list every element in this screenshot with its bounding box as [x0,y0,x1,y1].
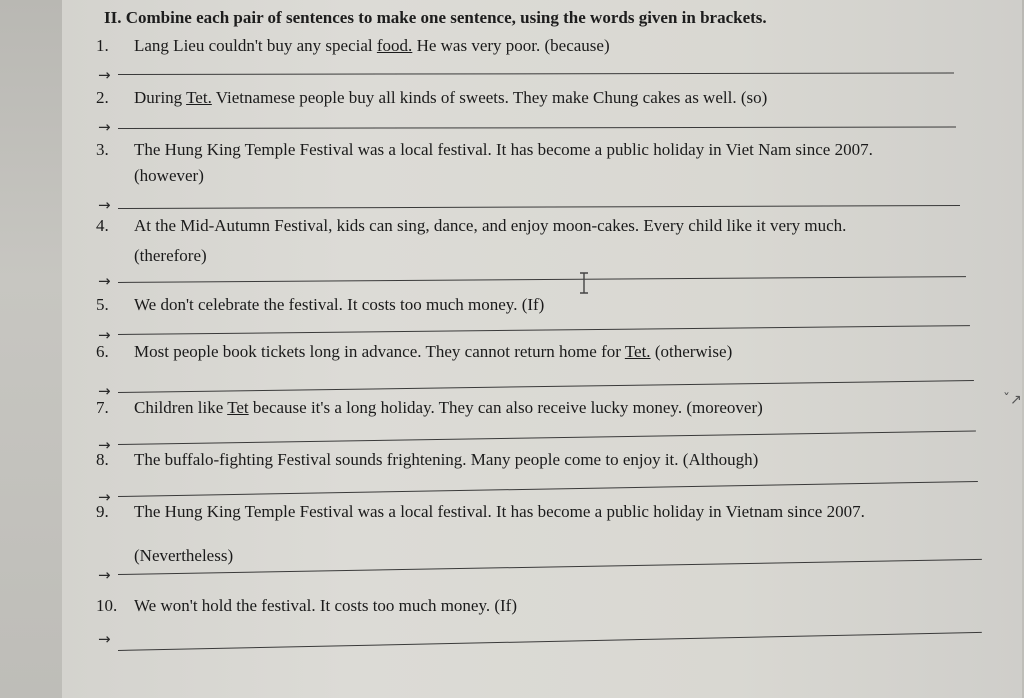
question-text-part: We don't celebrate the festival. It costs too much money. (If) [134,295,545,314]
question-text-part: because it's a long holiday. They can also receive lucky money. (moreover) [248,398,763,417]
question-text-part: The Hung King Temple Festival was a local festival. It has become a public holiday in Vietnam since 2007. [134,502,865,521]
question-text [134,502,865,522]
question-number: 2. [96,88,109,107]
question-text [134,398,763,418]
answer-arrow-icon: → [98,566,111,584]
question-text-part: Lang Lieu couldn't buy any special [134,36,377,55]
question-number: 8. [96,450,109,469]
underlined-word: food. [376,36,413,55]
question-number: 5. [96,295,109,314]
question-text [134,450,758,470]
answer-arrow-icon: → [98,196,111,214]
underlined-word: Tet [227,398,249,417]
question-text [134,295,544,315]
question-text-part: He was very poor. (because) [412,36,610,55]
question-text-part: We won't hold the festival. It costs too much money. (If) [134,596,518,615]
answer-arrow-icon: → [98,272,111,290]
question-text [134,342,732,362]
question-number: 10. [96,596,118,615]
question-text-part: Children like [134,398,228,417]
question-text-part: During [134,88,187,107]
question-text-part: Most people book tickets long in advance. They cannot return home for [134,342,625,361]
question-number: 3. [96,140,109,159]
question-text [134,88,767,108]
text-cursor-icon [578,272,590,294]
answer-arrow-icon: → [98,436,111,454]
bracket-hint: (however) [134,166,204,185]
answer-arrow-icon: → [98,326,111,344]
question-text [134,216,846,236]
question-text-part: The Hung King Temple Festival was a local festival. It has become a public holiday in Viet Nam since 2007. [134,140,873,159]
question-text [134,36,610,56]
question-number: 6. [96,342,109,361]
bracket-hint: (therefore) [134,246,207,265]
question-text [134,596,517,616]
question-text-part: The buffalo-fighting Festival sounds frightening. Many people come to enjoy it. (Although) [134,450,759,469]
question-number: 7. [96,398,109,417]
question-text-part: Vietnamese people buy all kinds of sweets. They make Chung cakes as well. (so) [211,88,768,107]
underlined-word: Tet. [186,88,212,107]
answer-arrow-icon: → [98,66,111,84]
question-text-part: (otherwise) [650,342,733,361]
answer-arrow-icon: → [98,118,111,136]
question-number: 9. [96,502,109,521]
question-number: 4. [96,216,109,235]
bracket-hint: (Nevertheless) [134,546,234,565]
answer-arrow-icon: → [98,488,111,506]
question-text [134,140,873,160]
underlined-word: Tet. [624,342,651,361]
tick-mark-icon: ˇ↗ [1003,392,1022,408]
answer-arrow-icon: → [98,630,111,648]
answer-arrow-icon: → [98,382,111,400]
question-text-part: At the Mid-Autumn Festival, kids can sing, dance, and enjoy moon-cakes. Every child like it very much. [134,216,847,235]
question-number: 1. [96,36,109,55]
exercise-heading: II. Combine each pair of sentences to make one sentence, using the words given in brackets. [104,8,767,27]
